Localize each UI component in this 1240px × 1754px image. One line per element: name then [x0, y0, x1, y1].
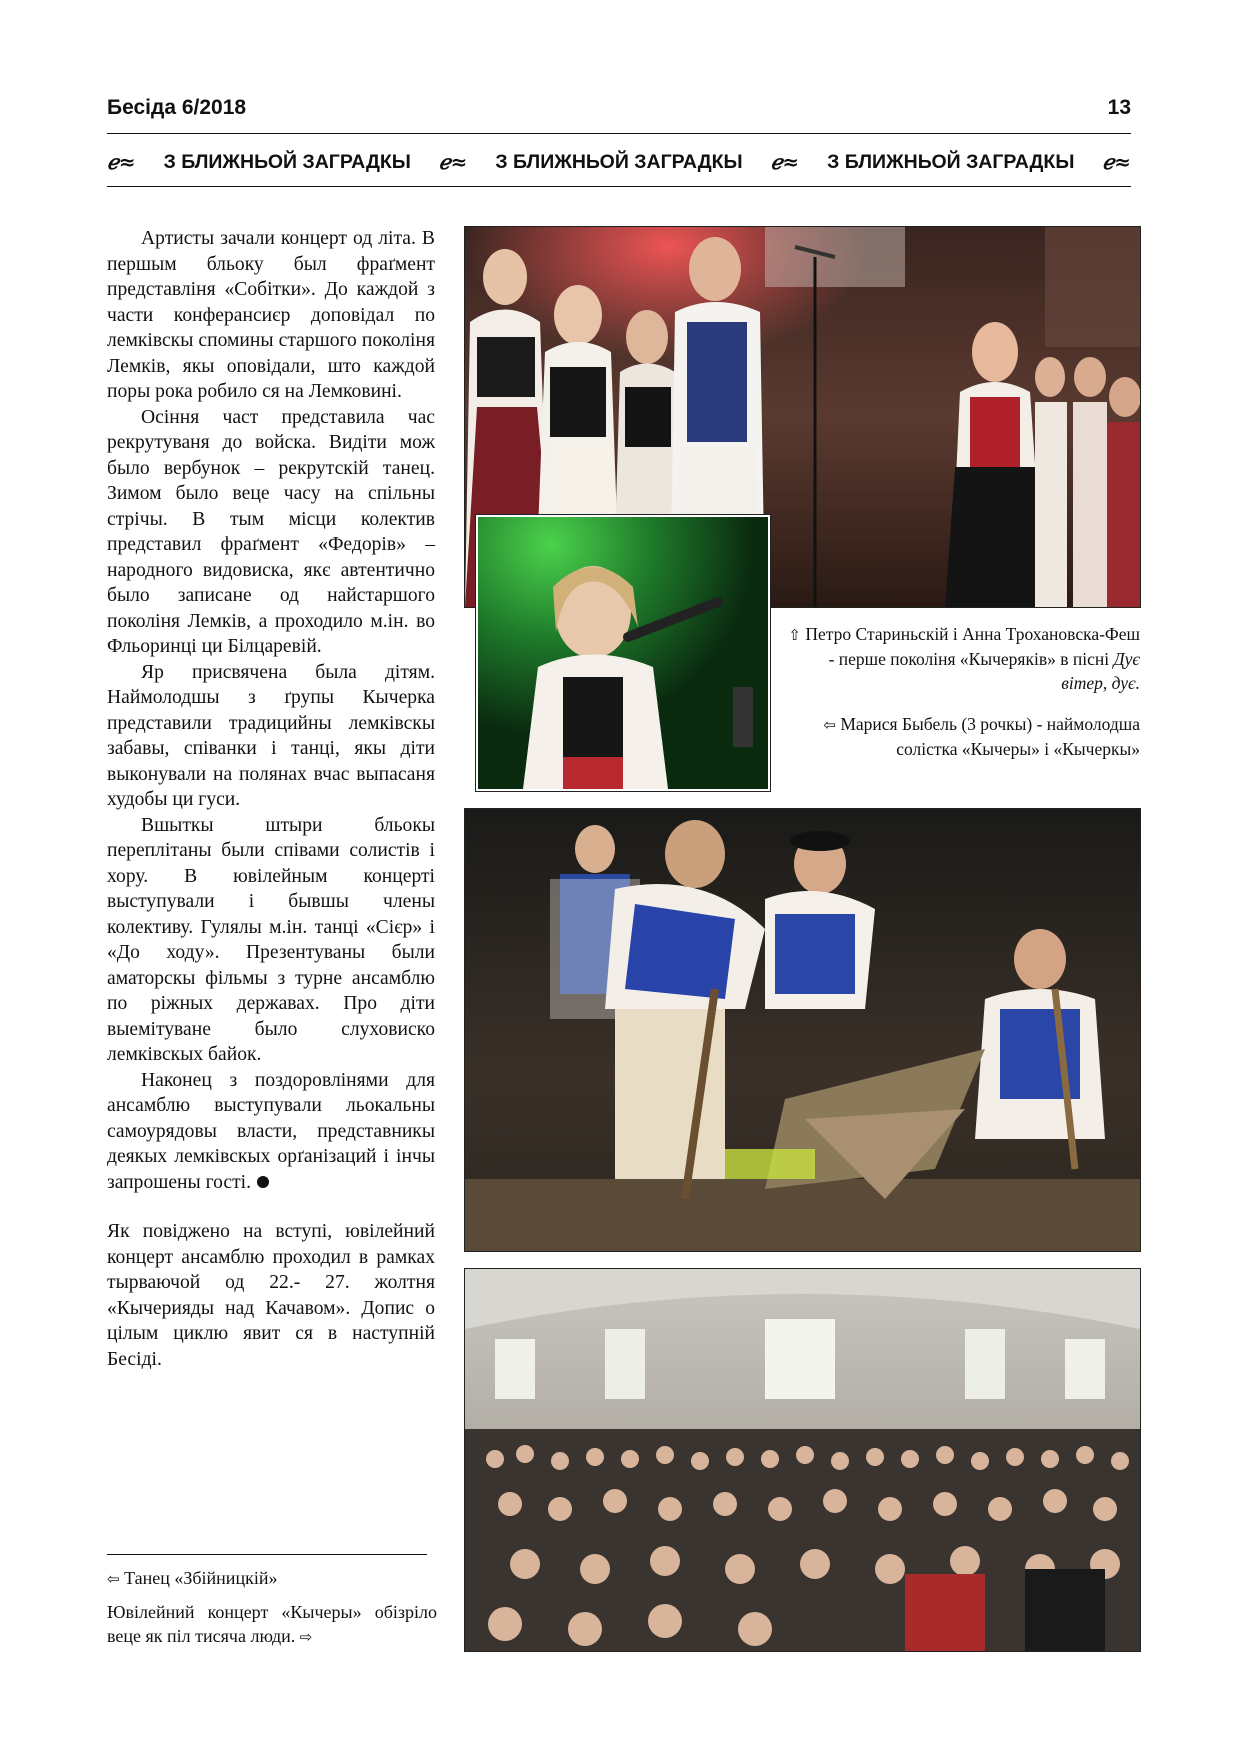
article-paragraph-last: [107, 1068, 435, 1196]
caption-girl-text: Марися Быбель (3 рочкы) - наймолодша солістка «Кычеры» і «Кычеркы»: [840, 714, 1140, 759]
article-paragraph-text: Наконец з поздоровлінями для ансамблю выступували льокальны самоурядовы власти, представникы деякых лемківскых орґанізаций і інчы запрошены гості.: [107, 1069, 435, 1193]
section-title: З БЛИЖНЬОЙ ЗАГРАДКЫ: [827, 150, 1075, 173]
caption-singers-text: Петро Стариньскій і Анна Трохановска-Феш - перше поколіня «Кычеряків» в пісні: [805, 624, 1140, 669]
ornament-icon: ℯ≈: [770, 150, 800, 174]
header-rule: [107, 133, 1131, 134]
dance-caption: [107, 1568, 435, 1589]
right-arrow-icon: ⇨: [299, 1628, 313, 1646]
dance-caption-text: Танец «Збійницкій»: [124, 1568, 278, 1588]
closing-note: Як повіджено на вступі, ювілейний концерт ансамблю проходил в рамках тырваючой од 22.- 27. жолтня «Кычерияды над Качавом». Допис о цілым циклю явит ся в наступній Бесіді.: [107, 1221, 435, 1370]
photo-dancers: [464, 808, 1141, 1252]
publication-issue: Бесіда 6/2018: [107, 96, 247, 119]
article-column: [107, 226, 435, 1372]
audience-caption-text: Ювілейний концерт «Кычеры» обізріло веце як піл тисяча люди.: [107, 1602, 437, 1646]
ornament-icon: ℯ≈: [1102, 150, 1131, 174]
ornament-icon: ℯ≈: [438, 150, 468, 174]
left-arrow-icon: ⇦: [107, 1570, 120, 1588]
end-bullet-icon: [257, 1176, 269, 1188]
page-number: 13: [1107, 96, 1131, 119]
article-paragraph: Яр присвячена была дітям. Наймолодшы з ґрупы Кычерка представили традицийны лемківскы забавы, співанки і танці, якы діти выконували на полянах вчас выпасаня худобы ци гуси.: [107, 661, 435, 810]
section-title-bar: [107, 142, 1131, 182]
audience-caption: [107, 1600, 437, 1649]
footnote-rule: [107, 1554, 427, 1555]
section-rule: [107, 186, 1131, 187]
caption-song-title: Дує вітер, дує.: [1061, 649, 1140, 693]
section-title: З БЛИЖНЬОЙ ЗАГРАДКЫ: [495, 150, 743, 173]
article-paragraph: Вшыткы штыри бльокы переплітаны были співами солистів і хору. В ювілейным концерті выступували і бывшы члены колективу. Гулялы м.ін. танці «Сієр» і «До ходу». Презентуваны были аматорскы фільмы з турне ансамблю по ріжных державах. Про діти выемітуване было слуховиско лемківскых байок.: [107, 814, 435, 1065]
up-arrow-icon: ⇧: [788, 626, 801, 644]
ornament-icon: ℯ≈: [107, 150, 136, 174]
photo-girl-with-microphone: [476, 515, 770, 791]
article-paragraph: Артисты зачали концерт од літа. В першым бльоку был фраґмент представліня «Собітки». До каждой з части конферансиєр доповідал по лемківскы спомины старшого поколіня Лемків, якы оповідали, што каждой поры рока робило ся на Лемковині.: [107, 228, 435, 402]
caption-singers: [780, 622, 1140, 695]
left-arrow-icon: ⇦: [823, 716, 836, 734]
section-title: З БЛИЖНЬОЙ ЗАГРАДКЫ: [163, 150, 411, 173]
article-paragraph: Осіння част представила час рекрутуваня до войска. Видіти мож было вербунок – рекрутскій танец. Зимом было веце часу на спільны стрічы. В тым місци колектив представил фраґмент «Федорів» – народного видовиска, якє автентично было записане од найстаршого поколіня Лемків, а проходило м.ін. во Фльоринці ци Білцаревій.: [107, 406, 435, 657]
running-header: [107, 96, 1131, 126]
photo-audience: [464, 1268, 1141, 1652]
caption-girl: [780, 712, 1140, 761]
